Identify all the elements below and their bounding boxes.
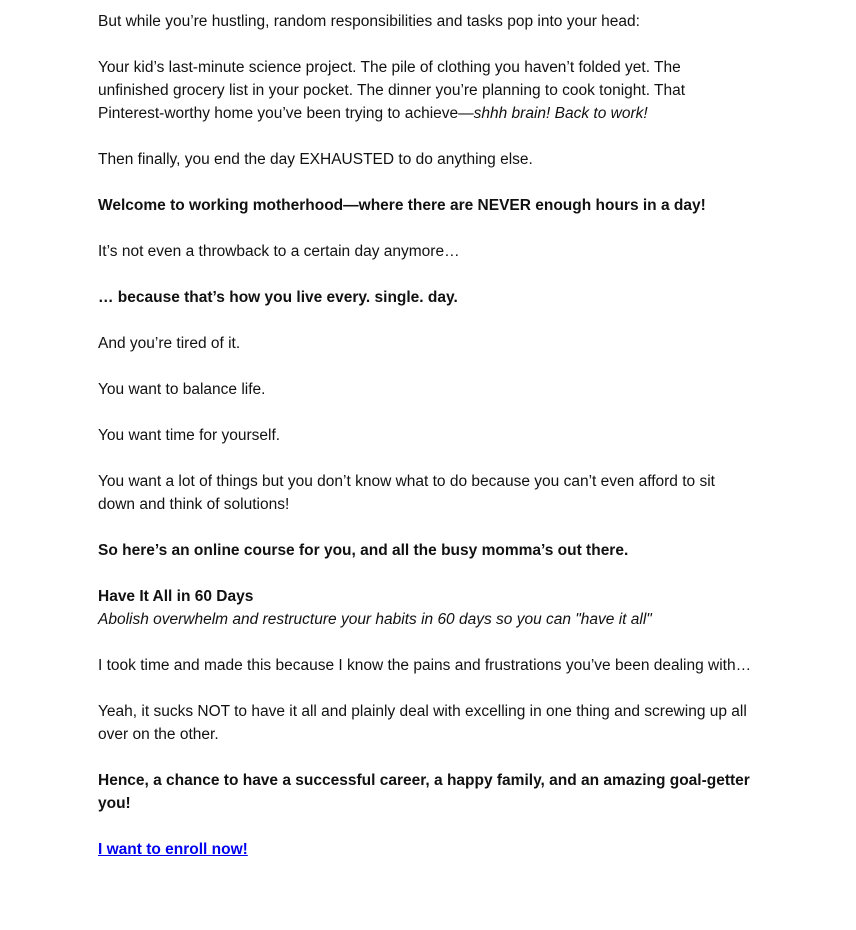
welcome-heading xyxy=(98,194,755,217)
course-intro-heading xyxy=(98,539,755,562)
want-things-paragraph xyxy=(98,470,755,516)
text-run: And you’re tired of it. xyxy=(98,335,241,352)
every-single-day-heading xyxy=(98,286,755,309)
text-run: You want to balance life. xyxy=(98,381,266,398)
intro-paragraph xyxy=(98,10,755,33)
hence-heading xyxy=(98,769,755,815)
throwback-paragraph xyxy=(98,240,755,263)
text-run: shhh brain! Back to work! xyxy=(473,105,648,122)
enroll-link[interactable]: I want to enroll now! xyxy=(98,841,248,858)
text-run: … because that’s how you live every. single. day. xyxy=(98,289,458,306)
text-run: Hence, a chance to have a successful career, a happy family, and an amazing goal-getter you! xyxy=(98,772,750,812)
text-run: Yeah, it sucks NOT to have it all and plainly deal with excelling in one thing and screwing up all over on the other. xyxy=(98,703,747,743)
course-title-block xyxy=(98,585,755,631)
exhausted-paragraph xyxy=(98,148,755,171)
text-run: Then finally, you end the day EXHAUSTED to do anything else. xyxy=(98,151,533,168)
text-run: Have It All in 60 Days xyxy=(98,588,254,605)
text-run: But while you’re hustling, random responsibilities and tasks pop into your head: xyxy=(98,13,640,30)
text-run: Welcome to working motherhood—where there are NEVER enough hours in a day! xyxy=(98,197,706,214)
text-run: You want a lot of things but you don’t know what to do because you can’t even afford to sit down and think of solutions! xyxy=(98,473,715,513)
text-run: Abolish overwhelm and restructure your habits in 60 days so you can "have it all" xyxy=(98,611,652,628)
text-run: So here’s an online course for you, and all the busy momma’s out there. xyxy=(98,542,629,559)
text-run: You want time for yourself. xyxy=(98,427,281,444)
took-time-paragraph xyxy=(98,654,755,677)
document-body xyxy=(98,10,755,861)
text-run: It’s not even a throwback to a certain day anymore… xyxy=(98,243,460,260)
sucks-paragraph xyxy=(98,700,755,746)
balance-paragraph xyxy=(98,378,755,401)
distractions-paragraph xyxy=(98,56,755,125)
tired-paragraph xyxy=(98,332,755,355)
enroll-link-paragraph xyxy=(98,838,755,861)
text-run: Your kid’s last-minute science project. The pile of clothing you haven’t folded yet. The unfinished grocery list in your pocket. The dinner you’re planning to cook tonight. That Pinterest-worthy home you’ve been trying to achieve— xyxy=(98,59,686,122)
time-paragraph xyxy=(98,424,755,447)
text-run: I took time and made this because I know the pains and frustrations you’ve been dealing with… xyxy=(98,657,752,674)
